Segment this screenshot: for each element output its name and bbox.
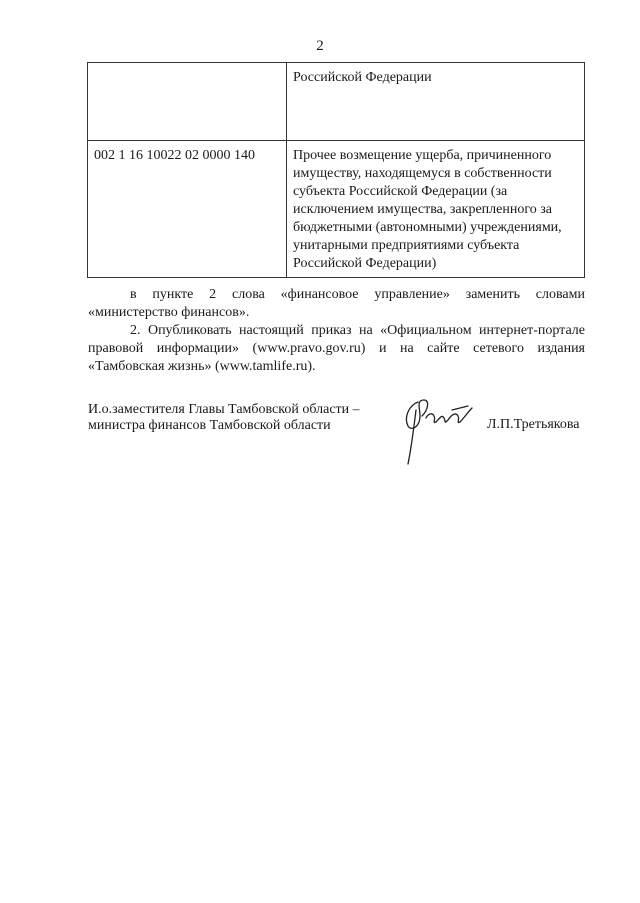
signer-position-line: министра финансов Тамбовской области: [88, 418, 331, 433]
publication-paragraph: [88, 322, 585, 376]
signer-position: [88, 402, 360, 434]
budget-codes-table: [87, 62, 585, 278]
description-cell: Прочее возмещение ущерба, причиненного имуществу, находящемуся в собственности субъекта Российской Федерации (за исключением имущества, закрепленного за бюджетными (автономными) учреждениями, унитарными предприятиями субъекта Российской Федерации): [287, 141, 585, 278]
amendment-text: в пункте 2 слова «финансовое управление» заменить словами «министерство финансов».: [88, 287, 585, 320]
description-cell: Российской Федерации: [287, 63, 585, 141]
code-cell: 002 1 16 10022 02 0000 140: [88, 141, 287, 278]
publication-text: 2. Опубликовать настоящий приказ на «Официальном интернет-портале правовой информации» (www.pravo.gov.ru) и на сайте сетевого издания «Тамбовская жизнь» (www.tamlife.ru).: [88, 323, 585, 374]
table-row: [88, 63, 585, 141]
signer-position-line: И.о.заместителя Главы Тамбовской области –: [88, 402, 360, 417]
table-row: [88, 141, 585, 278]
handwritten-signature: [398, 396, 480, 468]
code-cell: [88, 63, 287, 141]
page-number: 2: [316, 38, 324, 54]
signer-name: Л.П.Третьякова: [487, 417, 580, 432]
amendment-paragraph: [88, 286, 585, 322]
